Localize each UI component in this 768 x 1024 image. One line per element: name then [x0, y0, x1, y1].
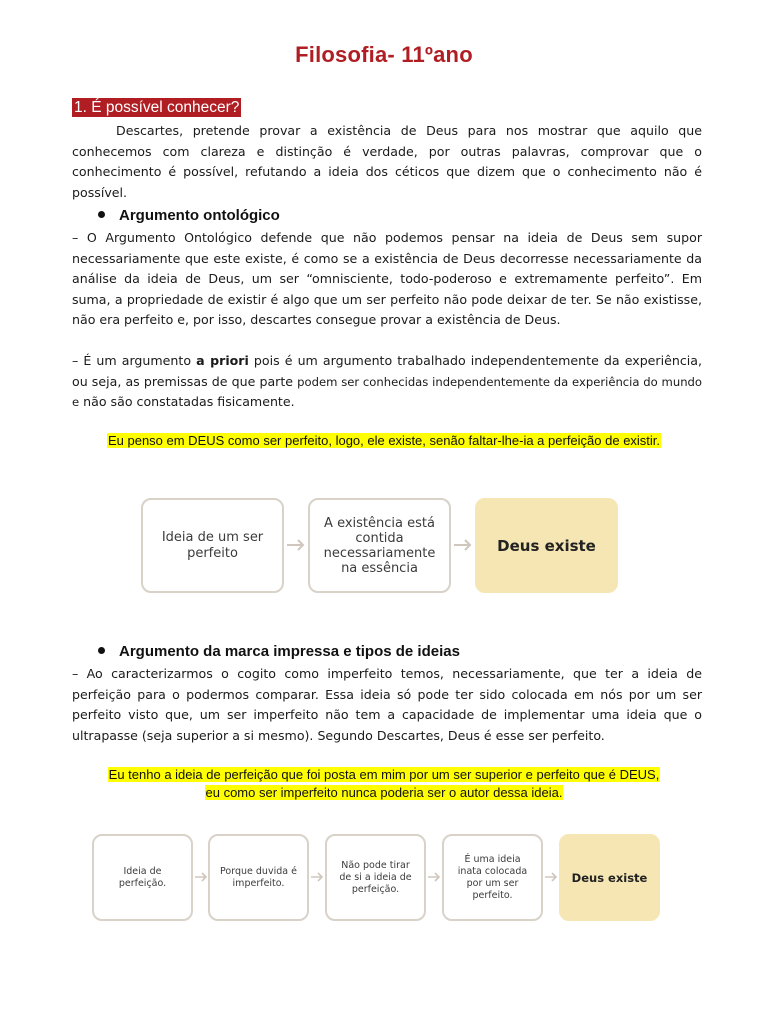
trademark-heading: Argumento da marca impressa e tipos de ideias [119, 643, 460, 660]
bullet-dot-icon [98, 647, 105, 654]
arrow-right-icon [310, 870, 324, 884]
diagram2-step-innate-idea: É uma ideia inata colocada por um ser perfeito. [442, 834, 543, 921]
diagram1-step-idea: Ideia de um ser perfeito [141, 498, 284, 593]
trademark-highlight-text-2: eu como ser imperfeito nunca poderia ser o autor dessa ideia. [205, 785, 563, 800]
trademark-paragraph: – Ao caracterizarmos o cogito como imperfeito temos, necessariamente, que ter a ideia de perfeição para o podermos comparar. Essa ideia só pode ter sido colocada em nós por um ser perfeito visto que, um ser imperfeito não tem a capacidade de implementar uma ideia que o ultrapasse (seja superior a si mesmo). Segundo Descartes, Deus é esse ser perfeito. [72, 666, 702, 743]
bullet-dot-icon [98, 211, 105, 218]
ontological-highlight-text: Eu penso em DEUS como ser perfeito, logo, ele existe, senão faltar-lhe-ia a perfeição de existir. [107, 433, 661, 448]
intro-paragraph [72, 121, 702, 203]
ontological-paragraph-2 [72, 351, 702, 413]
diagram2-step-cannot-derive: Não pode tirar de si a ideia de perfeição. [325, 834, 426, 921]
page-title: Filosofia- 11ºano [295, 42, 473, 67]
para2-text-b: pois é um argumento trabalhado independentemente da experiência, ou seja, as premissas de que parte [72, 353, 702, 389]
trademark-highlight-2 [0, 784, 768, 802]
para2-text-small: podem ser conhecidas independentemente da experiência do mundo e [72, 374, 702, 410]
para2-text-a: – É um argumento [72, 353, 197, 368]
para2-text-c: não são constatadas fisicamente. [79, 394, 295, 410]
intro-text: Descartes, pretende provar a existência de Deus para nos mostrar que aquilo que conhecemos com clareza e distinção é verdade, por outras palavras, comprovar que o conhecimento é possível, refutando a ideia dos céticos que dizem que o conhecimento não é possível. [72, 123, 702, 200]
trademark-highlight-text-1: Eu tenho a ideia de perfeição que foi posta em mim por um ser superior e perfeito que é DEUS, [108, 767, 660, 782]
bullet-ontological [98, 207, 280, 224]
diagram2-step-god-exists: Deus existe [559, 834, 660, 921]
diagram1-step-god-exists: Deus existe [475, 498, 618, 593]
ontological-highlight [0, 432, 768, 450]
diagram2-step-doubt: Porque duvida é imperfeito. [208, 834, 309, 921]
arrow-right-icon [453, 537, 473, 553]
ontological-heading: Argumento ontológico [119, 207, 280, 224]
diagram1-step-essence: A existência está contida necessariamente na essência [308, 498, 451, 593]
bullet-trademark [98, 643, 460, 660]
trademark-highlight-1 [0, 766, 768, 784]
section-heading: 1. É possível conhecer? [74, 99, 240, 116]
arrow-right-icon [544, 870, 558, 884]
ontological-paragraph-1: – O Argumento Ontológico defende que não podemos pensar na ideia de Deus sem supor necessariamente que este existe, é como se a existência de Deus decorresse necessariamente da análise da ideia de Deus, um ser “omnisciente, todo-poderoso e extremamente perfeito”. Em suma, a propriedade de existir é algo que um ser perfeito não pode deixar de ter. Se não existisse, não era perfeito e, por isso, descartes consegue provar a existência de Deus. [72, 230, 702, 328]
arrow-right-icon [194, 870, 208, 884]
a-priori-term: a priori [196, 353, 249, 368]
diagram2-step-perfection: Ideia de perfeição. [92, 834, 193, 921]
arrow-right-icon [427, 870, 441, 884]
arrow-right-icon [286, 537, 306, 553]
